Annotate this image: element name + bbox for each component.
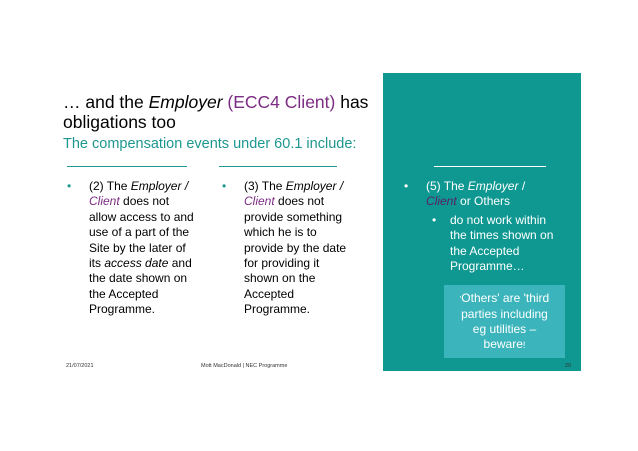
c3-s1: do not work within [450,213,547,227]
c2-num: (3) The [244,179,286,193]
c2-l8: Programme. [244,302,311,317]
c2-l3: which he is to [244,225,317,240]
callout-text [460,291,549,353]
c3-or-others: or Others [456,194,511,209]
footer-org: Mott MacDonald | NEC Programme [201,363,288,369]
c1-access-date: access date [104,256,169,271]
column-1-text [89,179,194,318]
c1-l4: Site by the later of [89,240,186,255]
subtitle: The compensation events under 60.1 include: [63,136,357,152]
bullet-icon: • [432,213,437,227]
bullet-icon: • [222,179,227,193]
c2-l7: Accepted [244,286,295,301]
c1-num: (2) The [89,179,131,193]
page-number: 20 [565,363,572,369]
c2-l1: does not [274,194,325,209]
c1-l5: its [89,256,105,271]
column-2-text [244,179,346,318]
column-3-sub-text [450,213,553,275]
c3-client: Client [426,194,457,209]
column-rule-3 [434,166,546,167]
callout-line4: beware [483,336,523,351]
c1-l3: use of a part of the [89,225,190,240]
c2-l4: provide by the date [244,240,347,255]
column-1 [67,179,207,319]
title-part2: has [335,92,369,112]
callout-quote: ' [459,294,462,304]
column-3-sub [432,213,572,277]
column-2 [222,179,362,319]
c3-slash: / [518,179,526,193]
c3-employer: Employer [467,179,519,193]
c3-s3: the Accepted [450,243,520,258]
callout-line2: parties including [461,306,548,321]
c1-l2: allow access to and [89,209,194,224]
c2-l2: provide something [244,209,343,224]
bullet-icon: • [67,179,72,193]
c2-client: Client [244,194,275,209]
c2-l6: shown on the [244,271,316,286]
callout-line3: eg utilities – [472,321,537,336]
c1-employer: Employer / [130,179,189,193]
c3-num: (5) The [426,179,468,193]
bullet-icon: • [404,179,409,193]
slide-title [63,92,383,132]
c1-r2: the date shown on [89,271,188,286]
title-line2: obligations too [63,112,176,132]
c3-s2: the times shown on [450,228,554,243]
c1-l1: does not [119,194,170,209]
column-3-text [426,179,525,210]
c2-employer: Employer / [285,179,344,193]
c1-r1: and [168,256,192,271]
column-rule-1 [67,166,187,167]
title-employer: Employer [148,92,223,112]
title-part1: … and the [63,92,149,112]
title-ecc4: (ECC4 Client) [222,92,336,112]
c1-client: Client [89,194,120,209]
callout-exclaim: ! [522,339,526,350]
callout-line1: Others' are 'third [461,290,550,305]
callout-box [444,285,565,358]
c3-s4: Programme… [450,259,525,274]
c1-r4: Programme. [89,302,156,317]
column-rule-2 [219,166,337,167]
c2-l5: for providing it [244,256,320,271]
footer-date: 21/07/2021 [66,363,94,369]
c1-r3: the Accepted [89,286,159,301]
